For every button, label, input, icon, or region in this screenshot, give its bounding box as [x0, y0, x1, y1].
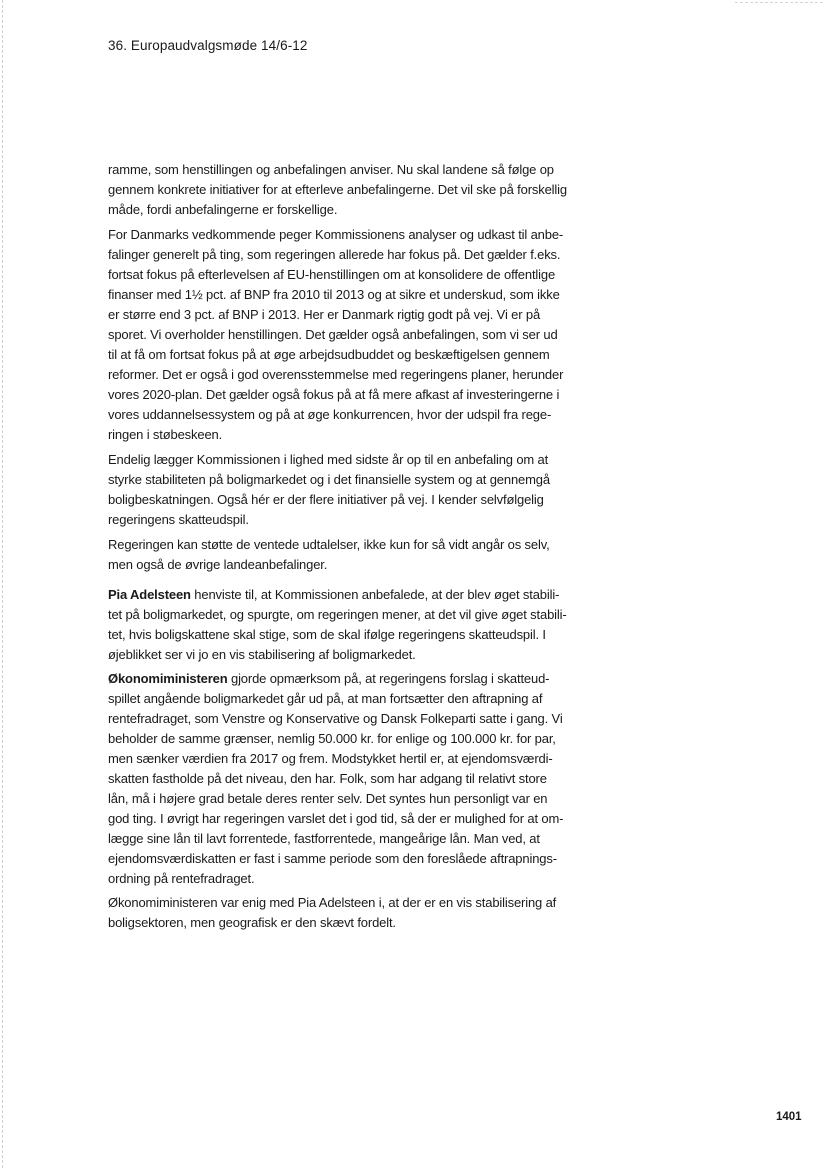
paragraph-3: [108, 450, 608, 530]
text-line: finanser med 1½ pct. af BNP fra 2010 til 2013 og at sikre et underskud, som ikke: [108, 287, 560, 302]
statement-section: [108, 160, 608, 575]
text-line: ordning på rentefradraget.: [108, 871, 255, 886]
text-line: For Danmarks vedkommende peger Kommissionens analyser og udkast til anbe-: [108, 227, 564, 242]
paragraph-1: [108, 160, 608, 220]
paragraph-conclusion: [108, 893, 608, 933]
text-line: sporet. Vi overholder henstillingen. Det gælder også anbefalingen, som vi ser ud: [108, 327, 558, 342]
text-fragment: gjorde opmærksom på, at regeringens forslag i skatteud-: [227, 671, 550, 686]
paragraph-2: [108, 225, 608, 445]
page-header: 36. Europaudvalgsmøde 14/6-12: [108, 38, 308, 53]
paragraph-4: [108, 535, 608, 575]
text-line: [108, 585, 608, 605]
paragraph-pia-adelsteen: [108, 585, 608, 665]
text-line: reformer. Det er også i god overensstemmelse med regeringens planer, herunder: [108, 367, 564, 382]
text-line: Regeringen kan støtte de ventede udtalelser, ikke kun for så vidt angår os selv,: [108, 537, 550, 552]
text-line: skatten fastholde på det niveau, den har. Folk, som har adgang til relativt store: [108, 771, 547, 786]
scan-edge-top: [735, 2, 823, 3]
text-line: [108, 669, 608, 689]
text-line: men også de øvrige landeanbefalinger.: [108, 557, 328, 572]
discussion-section: [108, 585, 608, 933]
text-line: men sænker værdien fra 2017 og frem. Modstykket hertil er, at ejendomsværdi-: [108, 751, 553, 766]
text-line: tet på boligmarkedet, og spurgte, om regeringen mener, at det vil give øget stabili-: [108, 607, 567, 622]
text-line: ejendomsværdiskatten er fast i samme periode som den foreslåede aftrapnings-: [108, 851, 557, 866]
text-line: falinger generelt på ting, som regeringen allerede har fokus på. Det gælder f.eks.: [108, 247, 561, 262]
text-line: Økonomiministeren var enig med Pia Adelsteen i, at der er en vis stabilisering af: [108, 895, 557, 910]
text-line: spillet angående boligmarkedet går ud på, at man fortsætter den aftrapning af: [108, 691, 543, 706]
text-line: øjeblikket ser vi jo en vis stabilisering af boligmarkedet.: [108, 647, 416, 662]
text-line: god ting. I øvrigt har regeringen varslet det i god tid, så der er mulighed for at om-: [108, 811, 564, 826]
text-line: boligbeskatningen. Også hér er der flere initiativer på vej. I kender selvfølgelig: [108, 492, 544, 507]
text-line: måde, fordi anbefalingerne er forskellige.: [108, 202, 338, 217]
text-line: til at få om fortsat fokus på at øge arbejdsudbuddet og beskæftigelsen gennem: [108, 347, 550, 362]
page-number: 1401: [776, 1111, 802, 1123]
text-line: lægge sine lån til lavt forrentede, fastforrentede, mangeårige lån. Man ved, at: [108, 831, 540, 846]
paragraph-minister-reply: [108, 669, 608, 889]
text-line: er større end 3 pct. af BNP i 2013. Her er Danmark rigtig godt på vej. Vi er på: [108, 307, 541, 322]
text-line: boligsektoren, men geografisk er den skævt fordelt.: [108, 915, 396, 930]
speaker-name: Pia Adelsteen: [108, 587, 191, 602]
text-line: rentefradraget, som Venstre og Konservative og Dansk Folkeparti satte i gang. Vi: [108, 711, 563, 726]
text-fragment: henviste til, at Kommissionen anbefalede, at der blev øget stabili-: [190, 587, 560, 602]
text-line: styrke stabiliteten på boligmarkedet og i det finansielle system og at gennemgå: [108, 472, 550, 487]
text-line: vores 2020-plan. Det gælder også fokus på at få mere afkast af investeringerne i: [108, 387, 560, 402]
text-line: vores uddannelsessystem og på at øge konkurrencen, hvor der udspil fra rege-: [108, 407, 552, 422]
text-line: fortsat fokus på efterlevelsen af EU-henstillingen om at konsolidere de offentlige: [108, 267, 556, 282]
text-line: regeringens skatteudspil.: [108, 512, 249, 527]
text-line: lån, må i højere grad betale deres renter selv. Det syntes hun personligt var en: [108, 791, 548, 806]
text-line: gennem konkrete initiativer for at efterleve anbefalingerne. Det vil ske på forskellig: [108, 182, 567, 197]
text-line: beholder de samme grænser, nemlig 50.000 kr. for enlige og 100.000 kr. for par,: [108, 731, 556, 746]
text-line: ramme, som henstillingen og anbefalingen anviser. Nu skal landene så følge op: [108, 162, 554, 177]
text-line: ringen i støbeskeen.: [108, 427, 223, 442]
text-line: Endelig lægger Kommissionen i lighed med sidste år op til en anbefaling om at: [108, 452, 549, 467]
scan-edge-left: [2, 0, 3, 1168]
text-line: tet, hvis boligskattene skal stige, som de skal ifølge regeringens skatteudspil. I: [108, 627, 546, 642]
speaker-name: Økonomiministeren: [108, 671, 228, 686]
